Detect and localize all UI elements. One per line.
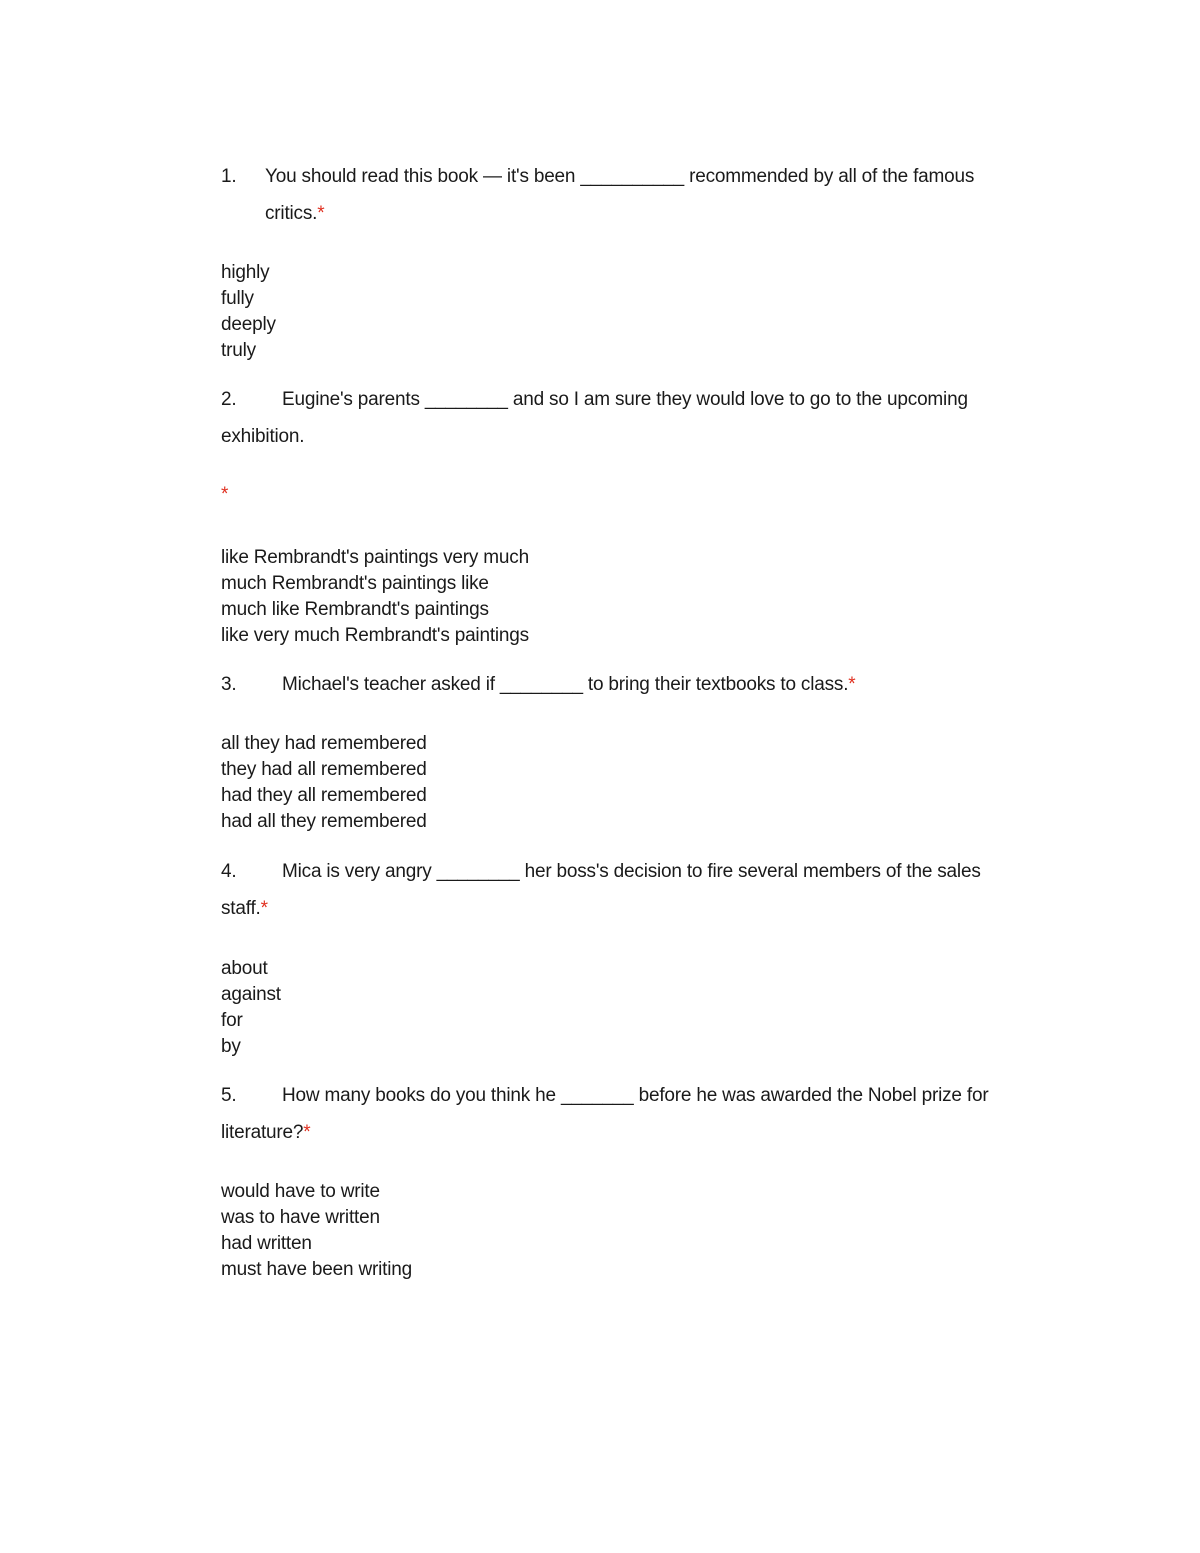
option[interactable]: all they had remembered [221,733,427,754]
question-1-number: 1. [221,166,237,187]
option[interactable]: must have been writing [221,1259,412,1280]
question-1-line1 [221,158,1041,195]
question-4-text-cont: staff. [221,898,261,919]
option[interactable]: by [221,1036,241,1057]
question-2-line1 [221,381,1041,418]
option[interactable]: deeply [221,314,276,335]
question-3 [221,666,1041,703]
option[interactable]: fully [221,288,254,309]
question-4-line1 [221,853,1041,890]
question-2-required [221,482,228,508]
question-1-text: You should read this book — it's been __________ recommended by all of the famous [265,166,975,187]
question-4-line2 [221,890,1041,927]
question-2-line2 [221,418,1041,455]
required-marker: * [260,898,268,919]
required-marker: * [848,674,856,695]
option[interactable]: was to have written [221,1207,380,1228]
required-marker: * [303,1122,311,1143]
option[interactable]: like very much Rembrandt's paintings [221,625,529,646]
option[interactable]: they had all remembered [221,759,427,780]
question-2-options [221,545,529,649]
option[interactable]: had written [221,1233,312,1254]
question-4-text: Mica is very angry ________ her boss's decision to fire several members of the sales [282,861,981,882]
option[interactable]: had all they remembered [221,811,427,832]
question-5-text-cont: literature? [221,1122,304,1143]
option[interactable]: against [221,984,281,1005]
required-marker: * [317,203,325,224]
question-4-number: 4. [221,861,237,882]
question-3-options [221,731,427,835]
question-5-text: How many books do you think he _______ before he was awarded the Nobel prize for [282,1085,989,1106]
question-5-options [221,1179,412,1283]
question-5 [221,1077,1041,1151]
question-5-number: 5. [221,1085,237,1106]
option[interactable]: about [221,958,268,979]
question-2-number: 2. [221,389,237,410]
question-1 [221,158,1041,232]
option[interactable]: like Rembrandt's paintings very much [221,547,529,568]
option[interactable]: for [221,1010,243,1031]
question-2-text: Eugine's parents ________ and so I am sure they would love to go to the upcoming [282,389,968,410]
question-5-line2 [221,1114,1041,1151]
question-1-text-cont: critics. [265,203,318,224]
question-4-options [221,956,281,1060]
question-5-line1 [221,1077,1041,1114]
option[interactable]: much like Rembrandt's paintings [221,599,489,620]
required-marker: * [221,484,229,505]
question-2 [221,381,1041,455]
question-1-line2 [221,195,1041,232]
option[interactable]: had they all remembered [221,785,427,806]
option[interactable]: highly [221,262,270,283]
question-3-text: Michael's teacher asked if ________ to bring their textbooks to class. [282,674,849,695]
option[interactable]: would have to write [221,1181,380,1202]
question-1-options [221,260,276,364]
option[interactable]: much Rembrandt's paintings like [221,573,489,594]
question-3-number: 3. [221,674,237,695]
question-4 [221,853,1041,927]
question-2-text-cont: exhibition. [221,426,305,447]
option[interactable]: truly [221,340,256,361]
question-3-line1 [221,666,1041,703]
